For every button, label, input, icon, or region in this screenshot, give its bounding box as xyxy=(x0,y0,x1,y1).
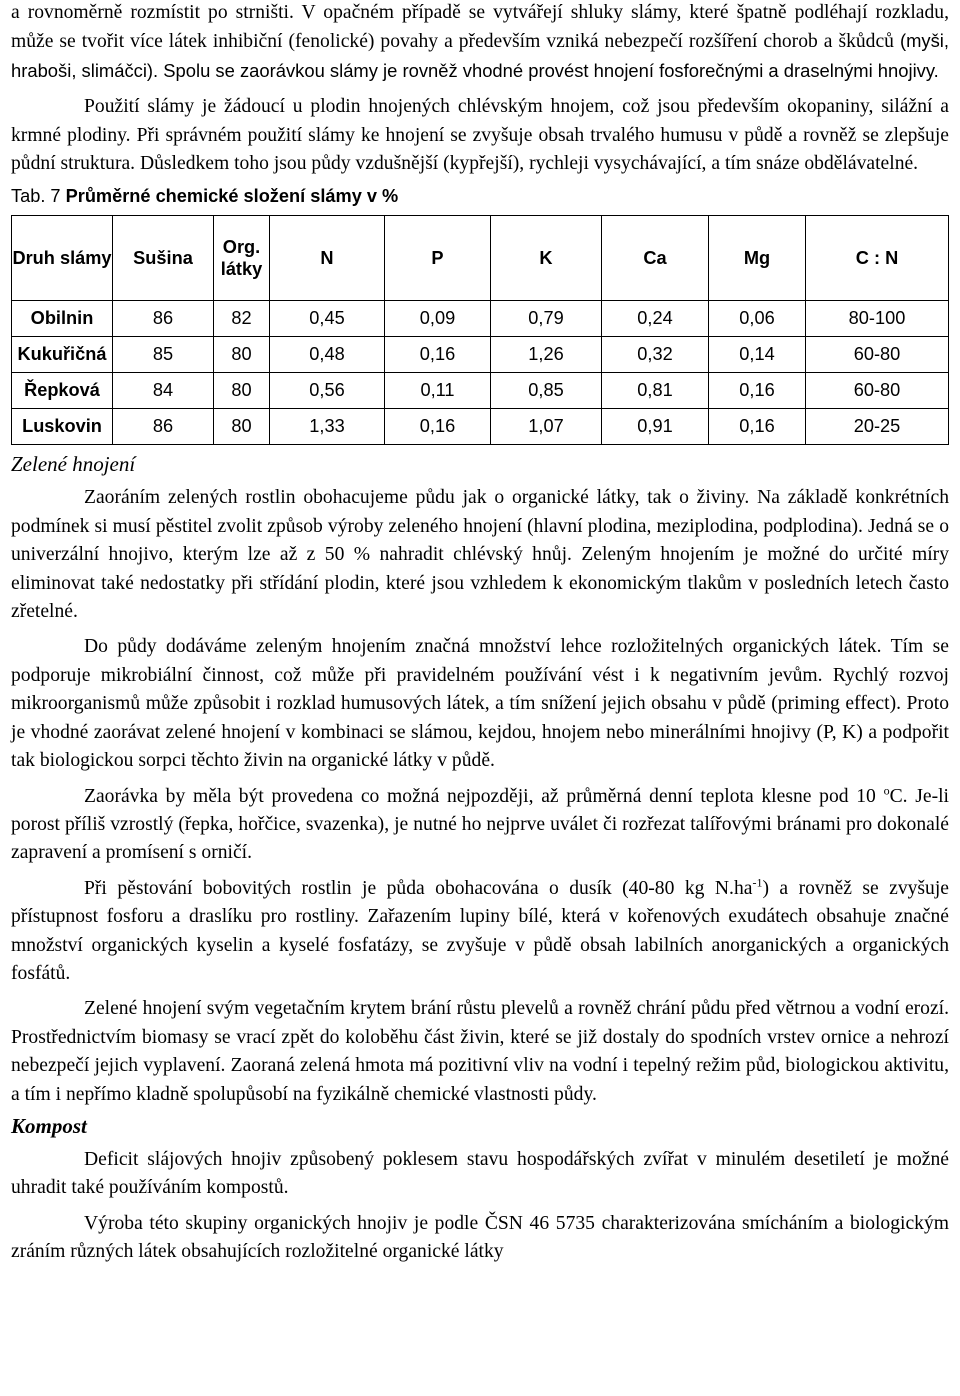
table-cell: 0,48 xyxy=(270,337,385,373)
header-cell: Sušina xyxy=(113,216,214,301)
header-cell: Mg xyxy=(709,216,806,301)
table-cell: 0,32 xyxy=(602,337,709,373)
p4-text-after: ) a rovněž se zvyšuje přístupnost fosforu a draslíku pro rostliny. Zařazením lupiny bílé, která v kořenových exudátech obsahuje značné množství organických kyselin a kyselé fosfatázy, se zvyšuje v půdě obsah labilních anorganických a organických fosfátů. xyxy=(11,877,949,984)
exponent-superscript: -1 xyxy=(752,875,763,890)
straw-composition-table xyxy=(11,215,949,445)
header-cell: C : N xyxy=(806,216,949,301)
green-manure-paragraph-2: Do půdy dodáváme zeleným hnojením značná množství lehce rozložitelných organických látek. Tím se podporuje mikrobiální činnost, což může při pravidelném používání vést i k negativním jevům. Rychlý rozvoj mikroorganismů může způsobit i rozklad humusových látek, a tím snížení jejich obsahu v půdě (priming effect). Proto je vhodné zaorávat zelené hnojení v kombinaci se slámou, kejdou, hnojem nebo minerálními hnojivy (P, K) a podpořit tak biologickou sorpci těchto živin na organické látky v půdě. xyxy=(11,636,949,772)
row-header-cell: Obilnin xyxy=(12,301,113,337)
table-row xyxy=(12,301,949,337)
table-cell: 0,16 xyxy=(385,409,491,445)
header-cell: Org. látky xyxy=(214,216,270,301)
table-cell: 60-80 xyxy=(806,337,949,373)
table-header-row xyxy=(12,216,949,301)
table-cell: 0,24 xyxy=(602,301,709,337)
table-cell: 60-80 xyxy=(806,373,949,409)
green-manure-paragraph-3 xyxy=(11,783,949,868)
table-row xyxy=(12,337,949,373)
section-heading-compost: Kompost xyxy=(11,1113,87,1138)
table-cell: 86 xyxy=(113,301,214,337)
table-cell: 0,16 xyxy=(709,373,806,409)
table-cell: 0,16 xyxy=(709,409,806,445)
table-caption-title: Průměrné chemické složení slámy v % xyxy=(65,186,399,207)
table-cell: 0,06 xyxy=(709,301,806,337)
table-cell: 82 xyxy=(214,301,270,337)
table-cell: 86 xyxy=(113,409,214,445)
p4-text-before: Při pěstování bobovitých rostlin je půda obohacována o dusík (40-80 kg N.ha xyxy=(84,877,753,899)
p3-text-after: C. Je-li porost příliš vzrostlý (řepka, hořčice, svazenka), je nutné ho nejprve uválet či rozřezat talířovými bránami pro dokonalé zapravení a promísení s orničí. xyxy=(11,785,949,864)
row-header-cell: Kukuřičná xyxy=(12,337,113,373)
row-header-cell: Řepková xyxy=(12,373,113,409)
table-cell: 80 xyxy=(214,337,270,373)
header-cell: N xyxy=(270,216,385,301)
row-header-cell: Luskovin xyxy=(12,409,113,445)
table-cell: 84 xyxy=(113,373,214,409)
table-cell: 0,56 xyxy=(270,373,385,409)
header-cell: Druh slámy xyxy=(12,216,113,301)
section-heading-green-manure: Zelené hnojení xyxy=(11,452,136,477)
top-paragraph-serif: a rovnoměrně rozmístit po strništi. V opačném případě se vytvářejí shluky slámy, které špatně podléhají rozkladu, může se tvořit více látek inhibiční (fenolické) povahy a především vzniká nebezpečí rozšíření chorob a škůdců xyxy=(11,2,949,53)
table-cell: 0,79 xyxy=(491,301,602,337)
top-paragraph xyxy=(11,0,949,86)
table-cell: 80 xyxy=(214,373,270,409)
p3-text-before: Zaorávka by měla být provedena co možná nejpozději, až průměrná denní teplota klesne pod 10 xyxy=(84,785,884,807)
header-cell: K xyxy=(491,216,602,301)
header-cell: P xyxy=(385,216,491,301)
table-cell: 0,16 xyxy=(385,337,491,373)
table-cell: 0,45 xyxy=(270,301,385,337)
table-cell: 1,26 xyxy=(491,337,602,373)
table-cell: 0,81 xyxy=(602,373,709,409)
table-cell: 0,11 xyxy=(385,373,491,409)
table-row xyxy=(12,373,949,409)
compost-paragraph-1: Deficit slájových hnojiv způsobený poklesem stavu hospodářských zvířat v minulém desetiletí je možné uhradit také používáním kompostů. xyxy=(11,1148,949,1199)
green-manure-paragraph-5: Zelené hnojení svým vegetačním krytem brání růstu plevelů a rovněž chrání půdu před větrnou a vodní erozí. Prostřednictvím biomasy se vrací zpět do koloběhu část živin, které se již dostaly do spodních vrstev ornice a nehrozí nebezpečí jejich vyplavení. Zaoraná zelená hmota má pozitivní vliv na vodní i tepelný režim půd, biologickou aktivitu, a tím i nepřímo kladně spolupůsobí na fyzikálně chemické vlastnosti půdy. xyxy=(11,998,949,1105)
table-cell: 20-25 xyxy=(806,409,949,445)
table-cell: 0,14 xyxy=(709,337,806,373)
table-cell: 1,07 xyxy=(491,409,602,445)
compost-paragraph-2: Výroba této skupiny organických hnojiv je podle ČSN 46 5735 charakterizována smícháním a biologickým zráním různých látek obsahujících rozložitelné organické látky xyxy=(11,1212,949,1263)
table-cell: 0,85 xyxy=(491,373,602,409)
table-cell: 80 xyxy=(214,409,270,445)
degree-superscript: o xyxy=(883,782,890,797)
table-cell: 1,33 xyxy=(270,409,385,445)
table-caption xyxy=(11,183,949,209)
green-manure-paragraph-1: Zaoráním zelených rostlin obohacujeme půdu jak o organické látky, tak o živiny. Na základě konkrétních podmínek si musí pěstitel zvolit způsob výroby zeleného hnojení (hlavní plodina, meziplodina, podplodina). Jedná se o univerzální hnojivo, kterým lze až z 50 % nahradit chlévský hnůj. Zeleným hnojením je možné do určité míry eliminovat také nedostatky při střídání plodin, které jsou vzhledem k ekonomickým tlakům v posledních letech často zřetelné. xyxy=(11,487,949,623)
header-cell: Ca xyxy=(602,216,709,301)
table-cell: 0,09 xyxy=(385,301,491,337)
table-cell: 80-100 xyxy=(806,301,949,337)
table-cell: 0,91 xyxy=(602,409,709,445)
paragraph-straw-use: Použití slámy je žádoucí u plodin hnojených chlévským hnojem, což jsou především okopaniny, silážní a krmné plodiny. Při správném použití slámy ke hnojení se zvyšuje obsah trvalého humusu v půdě a rovněž se zlepšuje půdní struktura. Důsledkem toho jsou půdy vzdušnější (kypřejší), rychleji vysychávající, a tím snáze obdělávatelné. xyxy=(11,96,949,175)
green-manure-paragraph-4 xyxy=(11,875,949,989)
top-paragraph-sans: (myši, hraboši, slimáčci). Spolu se zaorávkou slámy je rovněž vhodné provést hnojení fosforečnými a draselnými hnojivy. xyxy=(11,30,949,81)
document-page xyxy=(11,0,949,1267)
table-caption-prefix: Tab. 7 xyxy=(11,186,66,207)
table-row xyxy=(12,409,949,445)
table-cell: 85 xyxy=(113,337,214,373)
